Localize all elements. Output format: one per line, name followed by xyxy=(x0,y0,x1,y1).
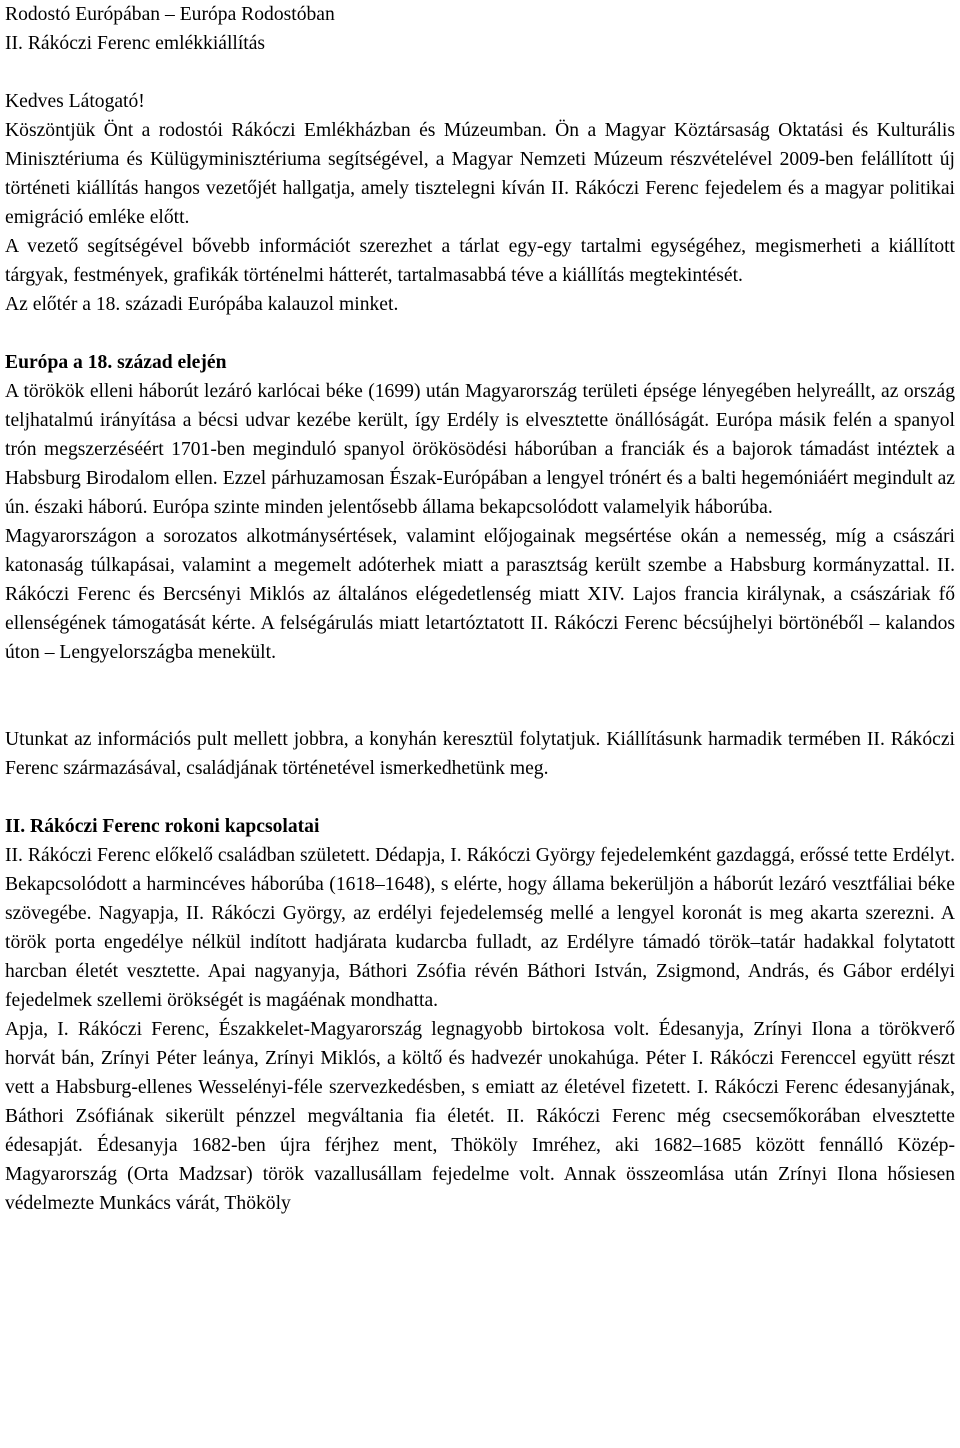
direction-paragraph: Utunkat az információs pult mellett jobbra, a konyhán keresztül folytatjuk. Kiállításunk harmadik termében II. Rákóczi Ferenc származásával, családjának történetével ismerkedhetünk meg. xyxy=(5,729,955,779)
section-family-paragraph: Apja, I. Rákóczi Ferenc, Északkelet-Magyarország legnagyobb birtokosa volt. Édesanyja, Zrínyi Ilona a törökverő horvát bán, Zrínyi Péter leánya, Zrínyi Miklós, a költő és hadvezér unokahúga. Péter I. Rákóczi Ferenccel együtt részt vett a Habsburg-ellenes Wesselényi-féle szervezkedésben, s emiatt az életével fizetett. I. Rákóczi Ferenc édesanyjának, Báthori Zsófiának sikerült pénzzel megváltania fia életét. II. Rákóczi Ferenc még csecsemőkorában elvesztette édesapját. Édesanyja 1682-ben újra férjhez ment, Thököly Imréhez, aki 1682–1685 között fennálló Közép-Magyarország (Orta Madzsar) török vazallusállam fejedelme volt. Annak összeomlása után Zrínyi Ilona hősiesen védelmezte Munkács várát, Thököly xyxy=(5,1019,955,1214)
section-family-paragraph: II. Rákóczi Ferenc előkelő családban született. Dédapja, I. Rákóczi György fejedelemként gazdaggá, erőssé tette Erdélyt. Bekapcsolódott a harmincéves háborúba (1618–1648), s elérte, hogy állama bekerüljön a háborút lezáró vesztfáliai béke szövegébe. Nagyapja, II. Rákóczi György, az erdélyi fejedelemség mellé a lengyel koronát is meg akarta szerezni. A török porta engedélye nélkül indított hadjárata kudarcba fulladt, az Erdélyre támadó török–tatár hadakkal folytatott harcban életét vesztette. Apai nagyanyja, Báthori Zsófia révén Báthori István, Zsigmond, András, és Gábor erdélyi fejedelmek szellemi örökségét is magáénak mondhatta. xyxy=(5,845,955,1011)
guide-paragraph: A vezető segítségével bővebb információt szerezhet a tárlat egy-egy tartalmi egységéhez, megismerheti a kiállított tárgyak, festmények, grafikák történelmi hátterét, tartalmasabbá téve a kiállítás megtekintését. xyxy=(5,236,955,286)
section-heading-family: II. Rákóczi Ferenc rokoni kapcsolatai xyxy=(5,816,320,837)
section-heading-europe: Európa a 18. század elején xyxy=(5,352,227,373)
spacer xyxy=(5,783,955,812)
section-europe-paragraph: A törökök elleni háborút lezáró karlócai béke (1699) után Magyarország területi épsége lényegében helyreállt, az ország teljhatalmú irányítása a bécsi udvar kezébe került, így Erdély is elvesztette önállóságát. Európa másik felén a spanyol trón megszerzéséért 1701-ben meginduló spanyol örökösödési háborúban a franciák és a bajorok támadást intéztek a Habsburg Birodalom ellen. Ezzel párhuzamosan Észak-Európában a lengyel trónért és a balti hegemóniáért megindult az ún. északi háború. Európa szinte minden jelentősebb állama bekapcsolódott valamelyik háborúba. xyxy=(5,381,955,518)
intro-paragraph: Köszöntjük Önt a rodostói Rákóczi Emlékházban és Múzeumban. Ön a Magyar Köztársaság Oktatási és Kulturális Minisztériuma és Külügyminisztériuma segítségével, a Magyar Nemzeti Múzeum részvételével 2009-ben felállított új történeti kiállítás hangos vezetőjét hallgatja, amely tisztelegni kíván II. Rákóczi Ferenc fejedelem és a magyar politikai emigráció emléke előtt. xyxy=(5,120,955,228)
spacer xyxy=(5,319,955,348)
section-europe-paragraph: Magyarországon a sorozatos alkotmánysértések, valamint előjogainak megsértése okán a nemesség, míg a császári katonaság túlkapásai, valamint a megemelt adóterhek miatt a parasztság került szembe a Habsburg kormányzattal. II. Rákóczi Ferenc és Bercsényi Miklós az általános elégedetlenség miatt XIV. Lajos francia királynak, a császáriak fő ellenségének támogatását kérte. A felségárulás miatt letartóztatott II. Rákóczi Ferenc bécsújhelyi börtönéből – kalandos úton – Lengyelországba menekült. xyxy=(5,526,955,663)
greeting: Kedves Látogató! xyxy=(5,91,145,112)
foyer-line: Az előtér a 18. századi Európába kalauzol minket. xyxy=(5,294,399,315)
spacer xyxy=(5,667,955,725)
spacer xyxy=(5,58,955,87)
document-title-line-1: Rodostó Európában – Európa Rodostóban xyxy=(5,4,335,25)
document-page xyxy=(5,0,955,1218)
document-title-line-2: II. Rákóczi Ferenc emlékkiállítás xyxy=(5,33,266,54)
